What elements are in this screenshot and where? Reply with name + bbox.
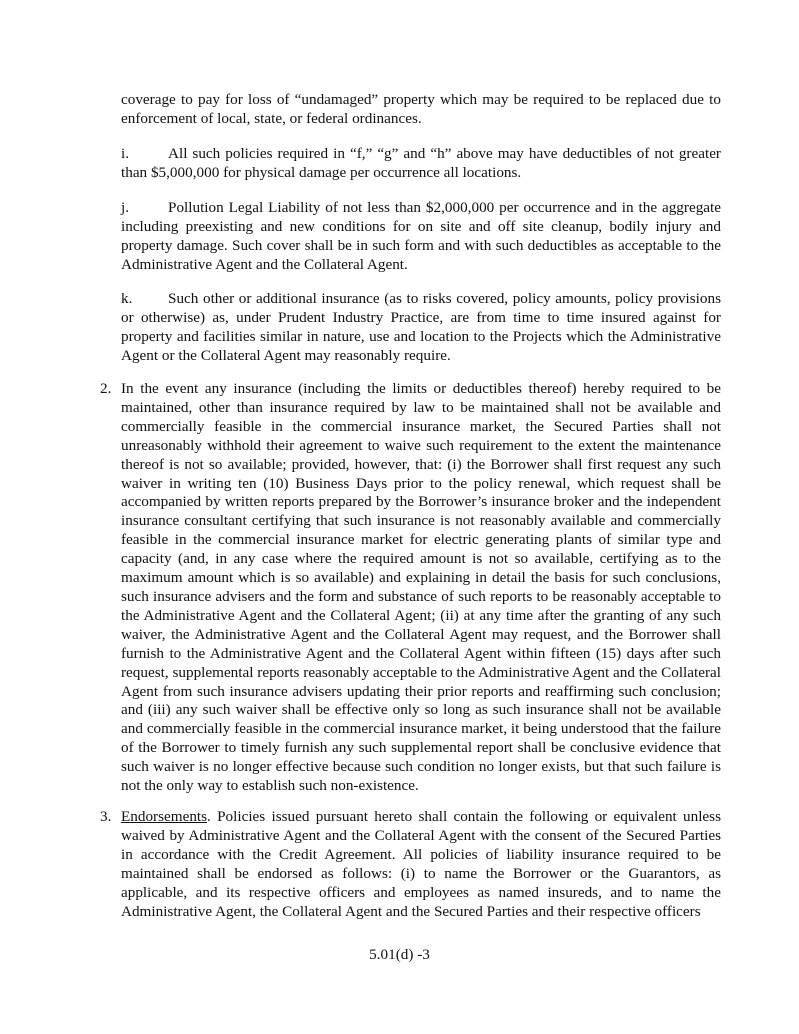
section-number: 2. <box>100 380 112 397</box>
sub-item-i <box>121 145 721 183</box>
section-3 <box>100 808 721 921</box>
sub-item-letter: j. <box>121 199 130 216</box>
sub-item-letter: i. <box>121 145 130 162</box>
continuation-paragraph: coverage to pay for loss of “undamaged” property which may be required to be replaced due to enforcement of local, state, or federal ordinances. <box>121 91 721 127</box>
sub-item-text: Such other or additional insurance (as to risks covered, policy amounts, policy provisions or otherwise) as, under Prudent Industry Practice, are from time to time insured against for property and facilities similar in nature, use and location to the Projects which the Administrative Agent or the Collateral Agent may reasonably require. <box>121 290 721 364</box>
sub-item-k <box>121 290 721 366</box>
section-body: . Policies issued pursuant hereto shall contain the following or equivalent unless waived by Administrative Agent and the Collateral Agent with the consent of the Secured Parties in accordance with the Credit Agreement. All policies of liability insurance required to be maintained shall be endorsed as follows: (i) to name the Borrower or the Guarantors, as applicable, and its respective officers and employees as named insureds, and to name the Administrative Agent, the Collateral Agent and the Secured Parties and their respective officers <box>121 808 721 920</box>
section-number: 3. <box>100 808 112 825</box>
section-2-text: In the event any insurance (including the limits or deductibles thereof) hereby required to be maintained, other than insurance required by law to be maintained shall not be available and commercially feasible in the commercial insurance market, the Secured Parties shall not unreasonably withhold their agreement to waive such requirement to the extent the maintenance thereof is not so available; provided, however, that: (i) the Borrower shall first request any such waiver in writing ten (10) Business Days prior to the policy renewal, which request shall be accompanied by written reports prepared by the Borrower’s insurance broker and the independent insurance consultant certifying that such insurance is not reasonably available and commercially feasible in the commercial insurance market for electric generating plants of similar type and capacity (and, in any case where the required amount is not so available, certifying as to the maximum amount which is so available) and explaining in detail the basis for such conclusions, such insurance advisers and the form and substance of such reports to be reasonably acceptable to the Administrative Agent and the Collateral Agent; (ii) at any time after the granting of any such waiver, the Administrative Agent and the Collateral Agent may request, and the Borrower shall furnish to the Administrative Agent and the Collateral Agent within fifteen (15) days after such request, supplemental reports reasonably acceptable to the Administrative Agent and the Collateral Agent from such insurance advisers updating their prior reports and reaffirming such conclusion; and (iii) any such waiver shall be effective only so long as such insurance shall not be available and commercially feasible in the commercial insurance market, it being understood that the failure of the Borrower to timely furnish any such supplemental report shall be conclusive evidence that such waiver is no longer effective because such condition no longer exists, but that such failure is not the only way to establish such non-existence. <box>121 380 721 795</box>
sub-item-text: All such policies required in “f,” “g” and “h” above may have deductibles of not greater than $5,000,000 for physical damage per occurrence all locations. <box>121 145 721 181</box>
page-footer: 5.01(d) -3 <box>369 946 430 963</box>
section-2 <box>100 380 721 796</box>
sub-item-letter: k. <box>121 290 133 307</box>
sub-item-text: Pollution Legal Liability of not less than $2,000,000 per occurrence and in the aggregate including preexisting and new conditions for on site and off site cleanup, bodily injury and property damage. Such cover shall be in such form and with such deductibles as acceptable to the Administrative Agent and the Collateral Agent. <box>121 199 721 273</box>
sub-item-j <box>121 199 721 275</box>
section-heading: Endorsements <box>121 808 208 825</box>
section-3-text <box>121 808 721 921</box>
